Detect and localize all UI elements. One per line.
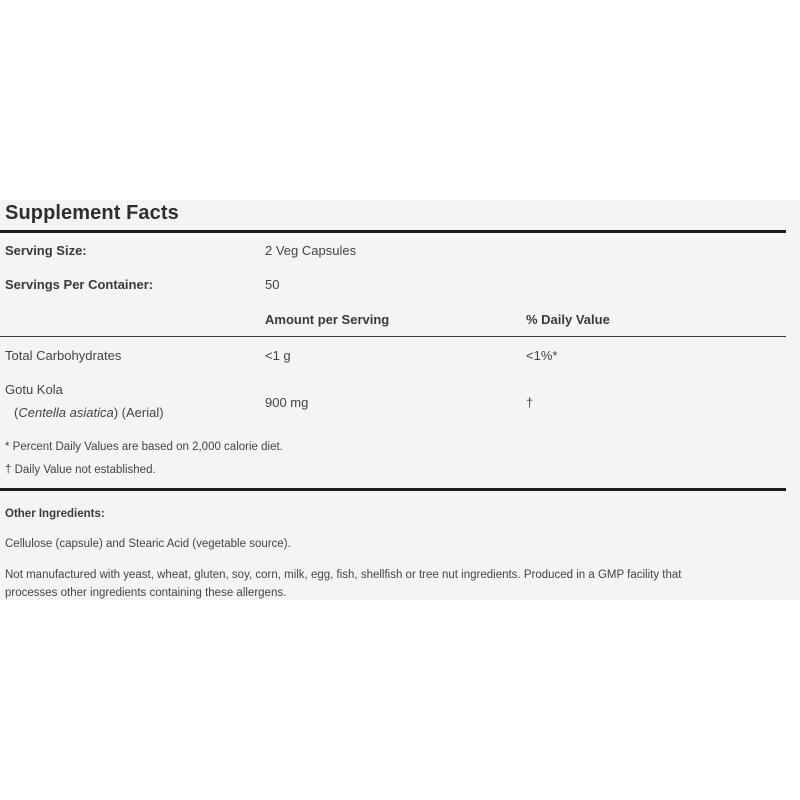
botanical-name: Centella asiatica (18, 405, 114, 420)
serving-size-label: Serving Size: (5, 243, 87, 258)
ingredient-name: Gotu Kola (5, 382, 63, 397)
servings-per-container-label: Servings Per Container: (5, 277, 154, 292)
supplement-facts-panel (0, 200, 800, 600)
footnote-daily-values: * Percent Daily Values are based on 2,000 calorie diet. (5, 441, 283, 453)
title-divider (0, 230, 786, 233)
servings-per-container-value: 50 (265, 277, 280, 292)
nutrient-amount: <1 g (265, 348, 291, 363)
daily-value-header: % Daily Value (526, 312, 610, 327)
other-ingredients-text: Cellulose (capsule) and Stearic Acid (vegetable source). (5, 538, 291, 550)
ingredient-source: (Centella asiatica) (Aerial) (14, 405, 164, 420)
footer-divider (0, 488, 786, 491)
header-divider (0, 336, 786, 337)
supplement-facts-title: Supplement Facts (5, 202, 179, 224)
amount-per-serving-header: Amount per Serving (265, 312, 390, 327)
ingredient-daily-value: † (526, 395, 534, 410)
other-ingredients-heading: Other Ingredients: (5, 508, 105, 520)
ingredient-amount: 900 mg (265, 395, 309, 410)
nutrient-daily-value: <1%* (526, 348, 558, 363)
footnote-not-established: † Daily Value not established. (5, 464, 156, 476)
nutrient-name: Total Carbohydrates (5, 348, 122, 363)
allergen-statement-line2: processes other ingredients containing these allergens. (5, 587, 287, 599)
allergen-statement-line1: Not manufactured with yeast, wheat, gluten, soy, corn, milk, egg, fish, shellfish or tree nut ingredients. Produced in a GMP facility that (5, 569, 682, 581)
serving-size-value: 2 Veg Capsules (265, 243, 357, 258)
